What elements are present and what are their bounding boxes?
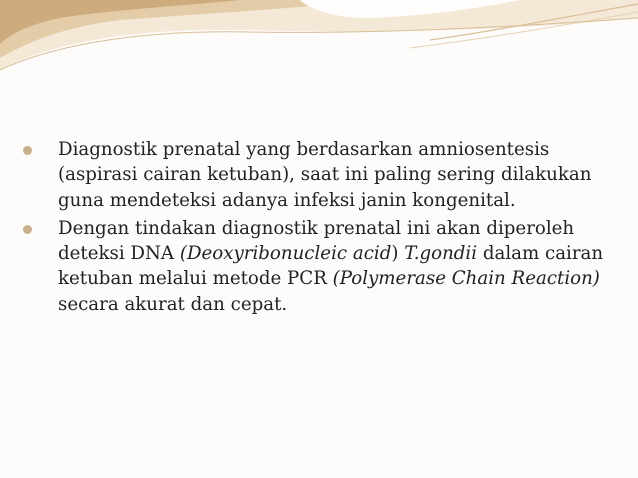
bullet-dot-icon [23, 225, 32, 234]
bullet-text-segment: Dengan tindakan diagnostik prenatal ini akan diperoleh deteksi DNA [58, 217, 575, 265]
bullet-text-segment: ) [391, 243, 405, 265]
bullet-text-segment: T.gondii [404, 243, 478, 265]
bullet-text-segment: (Deoxyribonucleic acid [179, 243, 392, 265]
bullet-list [20, 137, 610, 317]
header-swoosh-decoration [0, 0, 638, 80]
bullet-text-segment: secara akurat dan cepat. [58, 293, 288, 315]
bullet-dot-icon [23, 146, 32, 155]
bullet-item [20, 216, 610, 317]
bullet-text-segment: dalam cairan ketuban melalui metode PCR [58, 243, 604, 290]
slide-content [20, 137, 610, 320]
bullet-text-segment: Diagnostik prenatal yang berdasarkan amniosentesis (aspirasi cairan ketuban), saat ini paling sering dilakukan guna mendeteksi adanya infeksi janin kongenital. [58, 139, 592, 211]
bullet-text-segment: (Polymerase Chain Reaction) [332, 268, 600, 290]
bullet-item [20, 137, 610, 213]
